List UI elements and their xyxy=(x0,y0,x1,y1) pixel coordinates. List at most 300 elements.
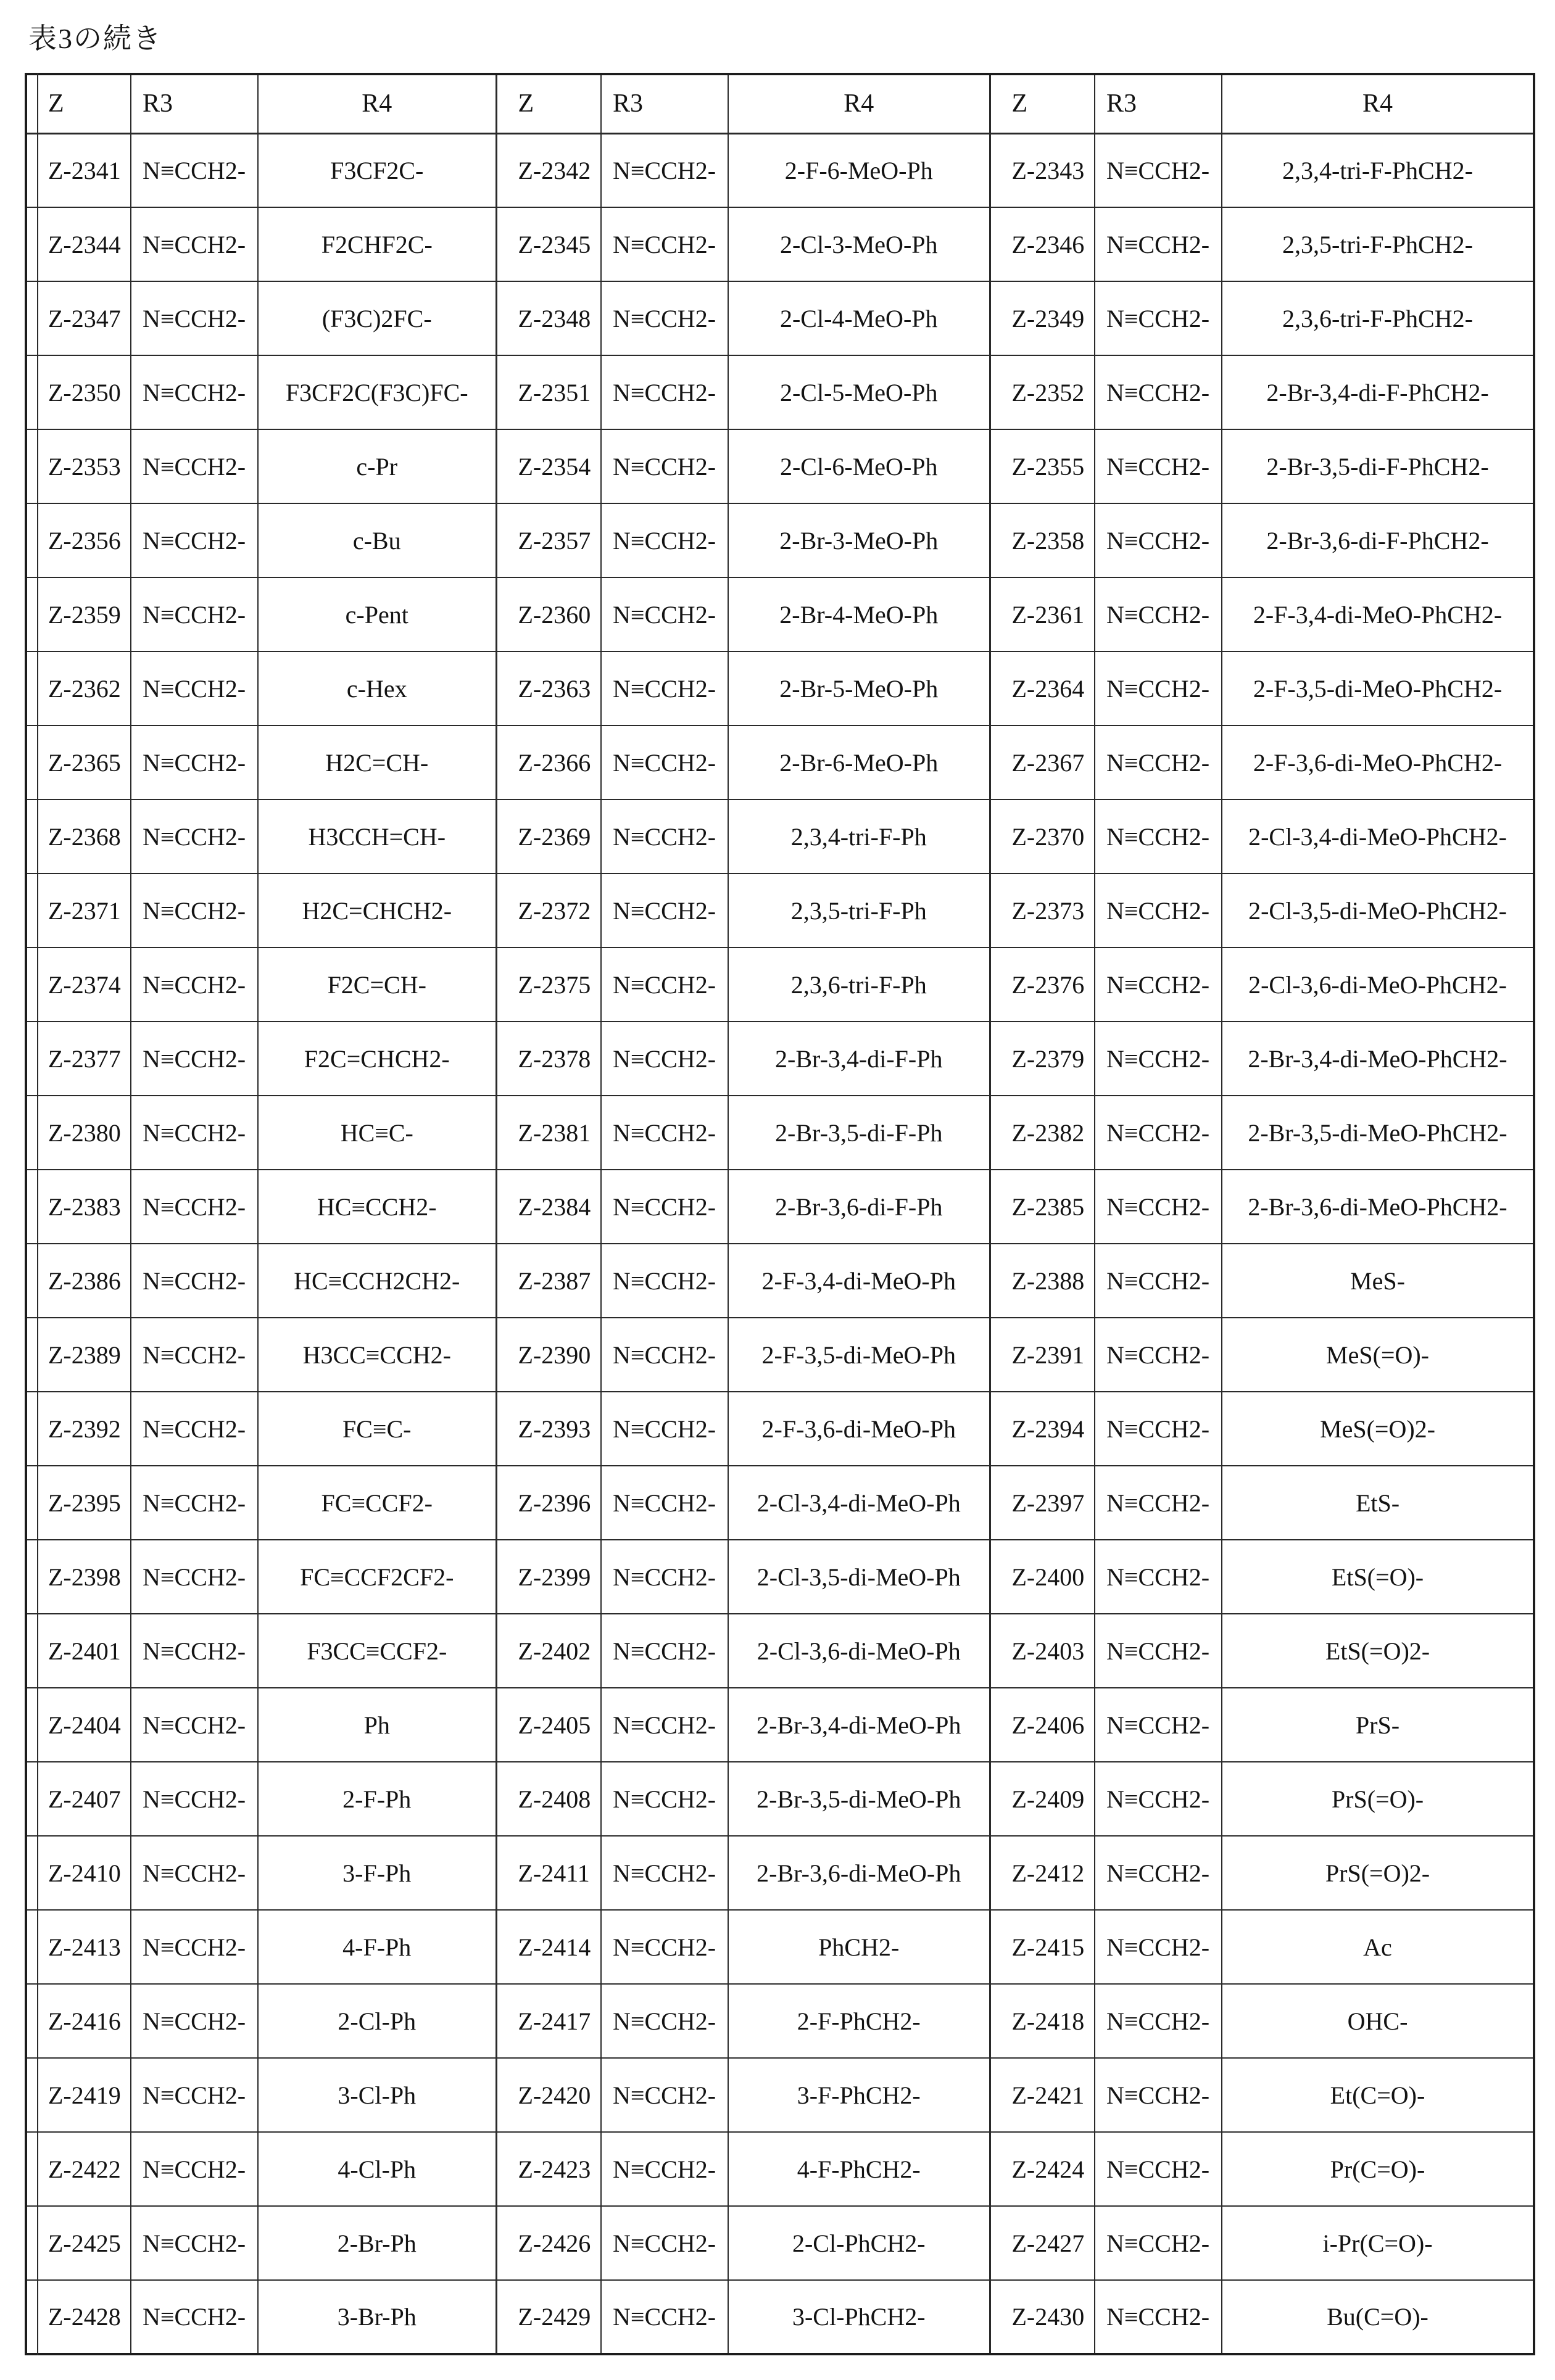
table-cell: N≡CCH2- xyxy=(131,1244,258,1318)
table-row xyxy=(26,281,1534,355)
table-cell: N≡CCH2- xyxy=(131,725,258,800)
table-cell: Z-2406 xyxy=(990,1688,1095,1762)
table-cell: HC≡CCH2CH2- xyxy=(258,1244,496,1318)
table-cell: N≡CCH2- xyxy=(601,1762,728,1836)
table-cell: Z-2423 xyxy=(496,2132,601,2206)
table-row xyxy=(26,725,1534,800)
table-cell: 2,3,4-tri-F-Ph xyxy=(728,800,990,874)
table-cell: Z-2350 xyxy=(26,355,131,429)
table-row xyxy=(26,874,1534,948)
table-row xyxy=(26,2206,1534,2280)
table-cell: N≡CCH2- xyxy=(1095,1466,1222,1540)
table-row xyxy=(26,1170,1534,1244)
table-cell: 2-Br-3,5-di-F-PhCH2- xyxy=(1222,429,1534,503)
table-cell: MeS- xyxy=(1222,1244,1534,1318)
table-cell: c-Hex xyxy=(258,651,496,725)
table-cell: FC≡CCF2- xyxy=(258,1466,496,1540)
table-cell: Z-2363 xyxy=(496,651,601,725)
table-cell: Z-2372 xyxy=(496,874,601,948)
table-cell: N≡CCH2- xyxy=(131,1540,258,1614)
table-cell: N≡CCH2- xyxy=(131,355,258,429)
table-cell: FC≡CCF2CF2- xyxy=(258,1540,496,1614)
table-cell: N≡CCH2- xyxy=(601,948,728,1022)
table-row xyxy=(26,948,1534,1022)
table-row xyxy=(26,1614,1534,1688)
table-cell: Z-2428 xyxy=(26,2280,131,2354)
table-cell: 3-F-Ph xyxy=(258,1836,496,1910)
table-cell: N≡CCH2- xyxy=(131,281,258,355)
table-cell: N≡CCH2- xyxy=(601,1540,728,1614)
table-cell: Z-2361 xyxy=(990,577,1095,651)
table-cell: Z-2422 xyxy=(26,2132,131,2206)
table-cell: N≡CCH2- xyxy=(1095,355,1222,429)
table-cell: N≡CCH2- xyxy=(131,1614,258,1688)
table-cell: Z-2393 xyxy=(496,1392,601,1466)
table-row xyxy=(26,1466,1534,1540)
table-cell: 2-Br-3,5-di-F-Ph xyxy=(728,1096,990,1170)
table-row xyxy=(26,2058,1534,2132)
table-cell: N≡CCH2- xyxy=(601,577,728,651)
table-cell: 4-F-PhCH2- xyxy=(728,2132,990,2206)
table-cell: 2-Br-3,6-di-F-Ph xyxy=(728,1170,990,1244)
table-cell: N≡CCH2- xyxy=(601,2206,728,2280)
table-cell: N≡CCH2- xyxy=(131,503,258,577)
table-cell: Z-2354 xyxy=(496,429,601,503)
table-cell: 2-F-3,6-di-MeO-PhCH2- xyxy=(1222,725,1534,800)
table-cell: Z-2384 xyxy=(496,1170,601,1244)
table-cell: 2-Cl-Ph xyxy=(258,1984,496,2058)
table-cell: 2-Cl-5-MeO-Ph xyxy=(728,355,990,429)
table-cell: 2-Cl-4-MeO-Ph xyxy=(728,281,990,355)
table-cell: 2,3,5-tri-F-Ph xyxy=(728,874,990,948)
table-cell: F3CF2C(F3C)FC- xyxy=(258,355,496,429)
table-cell: N≡CCH2- xyxy=(601,725,728,800)
table-cell: Z-2402 xyxy=(496,1614,601,1688)
table-cell: N≡CCH2- xyxy=(1095,1984,1222,2058)
table-cell: FC≡C- xyxy=(258,1392,496,1466)
table-cell: Z-2364 xyxy=(990,651,1095,725)
table-cell: Z-2348 xyxy=(496,281,601,355)
table-cell: N≡CCH2- xyxy=(1095,800,1222,874)
table-cell: Z-2425 xyxy=(26,2206,131,2280)
table-row xyxy=(26,1984,1534,2058)
table-cell: N≡CCH2- xyxy=(1095,1096,1222,1170)
table-cell: Z-2378 xyxy=(496,1022,601,1096)
table-cell: MeS(=O)2- xyxy=(1222,1392,1534,1466)
column-header: Z xyxy=(26,74,131,133)
table-cell: 2-Cl-3,4-di-MeO-PhCH2- xyxy=(1222,800,1534,874)
table-cell: F3CC≡CCF2- xyxy=(258,1614,496,1688)
column-header: R4 xyxy=(1222,74,1534,133)
table-row xyxy=(26,1836,1534,1910)
table-cell: 2-Br-3,4-di-MeO-PhCH2- xyxy=(1222,1022,1534,1096)
table-cell: Z-2392 xyxy=(26,1392,131,1466)
header-row xyxy=(26,74,1534,133)
table-cell: N≡CCH2- xyxy=(601,1466,728,1540)
table-cell: 2-Cl-3,5-di-MeO-Ph xyxy=(728,1540,990,1614)
table-cell: MeS(=O)- xyxy=(1222,1318,1534,1392)
column-header: R4 xyxy=(258,74,496,133)
table-cell: Z-2347 xyxy=(26,281,131,355)
table-cell: N≡CCH2- xyxy=(601,1688,728,1762)
table-cell: 2,3,4-tri-F-PhCH2- xyxy=(1222,133,1534,207)
table-cell: 2-Br-6-MeO-Ph xyxy=(728,725,990,800)
table-cell: Z-2411 xyxy=(496,1836,601,1910)
table-row xyxy=(26,1540,1534,1614)
table-cell: 2-Br-3,5-di-MeO-PhCH2- xyxy=(1222,1096,1534,1170)
table-cell: 2-F-3,5-di-MeO-PhCH2- xyxy=(1222,651,1534,725)
table-cell: 2-F-3,6-di-MeO-Ph xyxy=(728,1392,990,1466)
table-cell: Z-2426 xyxy=(496,2206,601,2280)
table-row xyxy=(26,1244,1534,1318)
table-cell: 2-Br-3,4-di-MeO-Ph xyxy=(728,1688,990,1762)
table-cell: 2-Cl-3,6-di-MeO-PhCH2- xyxy=(1222,948,1534,1022)
table-cell: N≡CCH2- xyxy=(601,1318,728,1392)
table-cell: Z-2404 xyxy=(26,1688,131,1762)
table-cell: N≡CCH2- xyxy=(131,2280,258,2354)
table-cell: Ph xyxy=(258,1688,496,1762)
table-cell: N≡CCH2- xyxy=(1095,207,1222,281)
table-cell: 2-Cl-3,5-di-MeO-PhCH2- xyxy=(1222,874,1534,948)
table-cell: Et(C=O)- xyxy=(1222,2058,1534,2132)
table-cell: N≡CCH2- xyxy=(1095,651,1222,725)
table-cell: 4-Cl-Ph xyxy=(258,2132,496,2206)
table-cell: N≡CCH2- xyxy=(601,355,728,429)
table-cell: 2-Br-Ph xyxy=(258,2206,496,2280)
table-cell: N≡CCH2- xyxy=(1095,577,1222,651)
table-cell: N≡CCH2- xyxy=(131,800,258,874)
table-cell: 2-Br-4-MeO-Ph xyxy=(728,577,990,651)
table-row xyxy=(26,355,1534,429)
table-cell: N≡CCH2- xyxy=(1095,2206,1222,2280)
table-cell: N≡CCH2- xyxy=(131,207,258,281)
table-cell: N≡CCH2- xyxy=(601,2280,728,2354)
table-cell: 2-F-3,4-di-MeO-PhCH2- xyxy=(1222,577,1534,651)
table-cell: Z-2368 xyxy=(26,800,131,874)
table-cell: N≡CCH2- xyxy=(131,948,258,1022)
table-cell: 2-Cl-6-MeO-Ph xyxy=(728,429,990,503)
table-cell: OHC- xyxy=(1222,1984,1534,2058)
table-cell: Z-2416 xyxy=(26,1984,131,2058)
table-cell: 3-Br-Ph xyxy=(258,2280,496,2354)
table-cell: N≡CCH2- xyxy=(131,1688,258,1762)
table-cell: 2-Cl-3,4-di-MeO-Ph xyxy=(728,1466,990,1540)
table-cell: 2,3,6-tri-F-PhCH2- xyxy=(1222,281,1534,355)
table-cell: N≡CCH2- xyxy=(601,1022,728,1096)
table-cell: Z-2397 xyxy=(990,1466,1095,1540)
table-cell: HC≡C- xyxy=(258,1096,496,1170)
table-cell: 3-Cl-PhCH2- xyxy=(728,2280,990,2354)
table-cell: N≡CCH2- xyxy=(601,1836,728,1910)
table-cell: Z-2371 xyxy=(26,874,131,948)
table-cell: N≡CCH2- xyxy=(131,1910,258,1984)
table-cell: N≡CCH2- xyxy=(1095,874,1222,948)
table-cell: N≡CCH2- xyxy=(601,1392,728,1466)
table-row xyxy=(26,577,1534,651)
table-row xyxy=(26,2132,1534,2206)
table-cell: PrS(=O)2- xyxy=(1222,1836,1534,1910)
table-cell: c-Pent xyxy=(258,577,496,651)
table-row xyxy=(26,1392,1534,1466)
table-cell: N≡CCH2- xyxy=(131,577,258,651)
table-cell: Z-2344 xyxy=(26,207,131,281)
table-cell: N≡CCH2- xyxy=(1095,1244,1222,1318)
table-row xyxy=(26,1688,1534,1762)
table-cell: Z-2370 xyxy=(990,800,1095,874)
table-cell: Z-2366 xyxy=(496,725,601,800)
table-cell: Z-2391 xyxy=(990,1318,1095,1392)
table-cell: N≡CCH2- xyxy=(131,2206,258,2280)
table-row xyxy=(26,1762,1534,1836)
table-cell: Z-2414 xyxy=(496,1910,601,1984)
table-cell: Z-2373 xyxy=(990,874,1095,948)
table-cell: Z-2412 xyxy=(990,1836,1095,1910)
table-cell: PrS(=O)- xyxy=(1222,1762,1534,1836)
table-cell: N≡CCH2- xyxy=(601,503,728,577)
table-cell: N≡CCH2- xyxy=(1095,429,1222,503)
table-cell: Z-2341 xyxy=(26,133,131,207)
table-row xyxy=(26,207,1534,281)
table-cell: Pr(C=O)- xyxy=(1222,2132,1534,2206)
table-cell: N≡CCH2- xyxy=(1095,2280,1222,2354)
table-cell: Z-2396 xyxy=(496,1466,601,1540)
table-cell: Bu(C=O)- xyxy=(1222,2280,1534,2354)
table-cell: Z-2409 xyxy=(990,1762,1095,1836)
table-cell: Z-2362 xyxy=(26,651,131,725)
table-body xyxy=(26,133,1534,2354)
table-cell: PrS- xyxy=(1222,1688,1534,1762)
table-cell: Z-2349 xyxy=(990,281,1095,355)
table-cell: Z-2365 xyxy=(26,725,131,800)
table-cell: N≡CCH2- xyxy=(601,1170,728,1244)
table-cell: N≡CCH2- xyxy=(601,1096,728,1170)
table-cell: Z-2357 xyxy=(496,503,601,577)
table-cell: N≡CCH2- xyxy=(601,800,728,874)
table-row xyxy=(26,800,1534,874)
table-cell: i-Pr(C=O)- xyxy=(1222,2206,1534,2280)
table-cell: H2C=CHCH2- xyxy=(258,874,496,948)
table-cell: 2-Br-3,6-di-MeO-Ph xyxy=(728,1836,990,1910)
table-cell: N≡CCH2- xyxy=(601,2132,728,2206)
table-cell: N≡CCH2- xyxy=(601,207,728,281)
table-cell: N≡CCH2- xyxy=(131,651,258,725)
table-cell: Z-2410 xyxy=(26,1836,131,1910)
table-cell: 4-F-Ph xyxy=(258,1910,496,1984)
table-cell: Z-2418 xyxy=(990,1984,1095,2058)
table-cell: Z-2353 xyxy=(26,429,131,503)
table-cell: N≡CCH2- xyxy=(1095,1392,1222,1466)
table-cell: 2,3,5-tri-F-PhCH2- xyxy=(1222,207,1534,281)
table-cell: N≡CCH2- xyxy=(131,1762,258,1836)
table-cell: Z-2379 xyxy=(990,1022,1095,1096)
table-row xyxy=(26,1318,1534,1392)
table-cell: 3-Cl-Ph xyxy=(258,2058,496,2132)
table-cell: N≡CCH2- xyxy=(131,133,258,207)
table-cell: Z-2407 xyxy=(26,1762,131,1836)
table-cell: N≡CCH2- xyxy=(131,1170,258,1244)
table-cell: 2-Cl-PhCH2- xyxy=(728,2206,990,2280)
table-cell: N≡CCH2- xyxy=(1095,1910,1222,1984)
table-cell: Z-2427 xyxy=(990,2206,1095,2280)
table-cell: 2-Br-3,5-di-MeO-Ph xyxy=(728,1762,990,1836)
table-row xyxy=(26,503,1534,577)
table-cell: Z-2376 xyxy=(990,948,1095,1022)
table-cell: N≡CCH2- xyxy=(1095,1688,1222,1762)
table-cell: N≡CCH2- xyxy=(601,1244,728,1318)
table-cell: H3CCH=CH- xyxy=(258,800,496,874)
table-cell: Z-2424 xyxy=(990,2132,1095,2206)
table-cell: Z-2385 xyxy=(990,1170,1095,1244)
column-header: R3 xyxy=(601,74,728,133)
table-cell: N≡CCH2- xyxy=(1095,1170,1222,1244)
table-cell: Z-2400 xyxy=(990,1540,1095,1614)
table-row xyxy=(26,133,1534,207)
table-cell: Z-2386 xyxy=(26,1244,131,1318)
table-cell: N≡CCH2- xyxy=(1095,1022,1222,1096)
table-cell: Z-2388 xyxy=(990,1244,1095,1318)
table-cell: N≡CCH2- xyxy=(601,281,728,355)
compound-table xyxy=(25,73,1535,2355)
column-header: R3 xyxy=(131,74,258,133)
table-cell: Z-2417 xyxy=(496,1984,601,2058)
table-cell: 2-Cl-3,6-di-MeO-Ph xyxy=(728,1614,990,1688)
table-caption: 表3の続き xyxy=(28,23,162,54)
table-cell: N≡CCH2- xyxy=(131,874,258,948)
table-cell: Z-2342 xyxy=(496,133,601,207)
table-cell: Z-2369 xyxy=(496,800,601,874)
table-cell: Z-2351 xyxy=(496,355,601,429)
table-cell: N≡CCH2- xyxy=(1095,725,1222,800)
table-cell: N≡CCH2- xyxy=(601,651,728,725)
table-cell: N≡CCH2- xyxy=(601,1910,728,1984)
table-cell: N≡CCH2- xyxy=(1095,1540,1222,1614)
table-cell: Z-2408 xyxy=(496,1762,601,1836)
table-cell: N≡CCH2- xyxy=(1095,133,1222,207)
table-cell: HC≡CCH2- xyxy=(258,1170,496,1244)
table-cell: c-Bu xyxy=(258,503,496,577)
table-cell: N≡CCH2- xyxy=(601,429,728,503)
table-cell: Z-2405 xyxy=(496,1688,601,1762)
table-cell: Z-2389 xyxy=(26,1318,131,1392)
table-cell: N≡CCH2- xyxy=(131,1022,258,1096)
table-cell: Z-2395 xyxy=(26,1466,131,1540)
table-cell: F3CF2C- xyxy=(258,133,496,207)
table-cell: N≡CCH2- xyxy=(601,1614,728,1688)
column-header: R4 xyxy=(728,74,990,133)
table-cell: EtS(=O)2- xyxy=(1222,1614,1534,1688)
table-cell: Z-2343 xyxy=(990,133,1095,207)
table-cell: 2-Br-3,6-di-F-PhCH2- xyxy=(1222,503,1534,577)
table-cell: Z-2413 xyxy=(26,1910,131,1984)
table-cell: EtS(=O)- xyxy=(1222,1540,1534,1614)
table-cell: Z-2419 xyxy=(26,2058,131,2132)
table-cell: 2-F-PhCH2- xyxy=(728,1984,990,2058)
table-row xyxy=(26,651,1534,725)
table-cell: Z-2355 xyxy=(990,429,1095,503)
table-cell: 2-Br-5-MeO-Ph xyxy=(728,651,990,725)
table-cell: N≡CCH2- xyxy=(131,1392,258,1466)
table-cell: Z-2430 xyxy=(990,2280,1095,2354)
table-cell: 2-Br-3,4-di-F-PhCH2- xyxy=(1222,355,1534,429)
table-cell: N≡CCH2- xyxy=(601,1984,728,2058)
table-cell: Z-2381 xyxy=(496,1096,601,1170)
table-cell: EtS- xyxy=(1222,1466,1534,1540)
table-cell: Z-2387 xyxy=(496,1244,601,1318)
table-cell: c-Pr xyxy=(258,429,496,503)
table-cell: Z-2360 xyxy=(496,577,601,651)
table-row xyxy=(26,1910,1534,1984)
table-cell: N≡CCH2- xyxy=(1095,2058,1222,2132)
column-header: R3 xyxy=(1095,74,1222,133)
table-cell: F2CHF2C- xyxy=(258,207,496,281)
table-cell: N≡CCH2- xyxy=(131,429,258,503)
table-cell: Z-2352 xyxy=(990,355,1095,429)
table-cell: N≡CCH2- xyxy=(131,2132,258,2206)
table-cell: Z-2359 xyxy=(26,577,131,651)
table-cell: H2C=CH- xyxy=(258,725,496,800)
table-cell: Z-2367 xyxy=(990,725,1095,800)
table-cell: Z-2399 xyxy=(496,1540,601,1614)
column-header: Z xyxy=(990,74,1095,133)
table-cell: 2,3,6-tri-F-Ph xyxy=(728,948,990,1022)
table-cell: Z-2429 xyxy=(496,2280,601,2354)
table-cell: N≡CCH2- xyxy=(1095,503,1222,577)
table-cell: N≡CCH2- xyxy=(601,133,728,207)
column-header: Z xyxy=(496,74,601,133)
table-row xyxy=(26,1096,1534,1170)
table-cell: 2-Br-3-MeO-Ph xyxy=(728,503,990,577)
table-cell: Z-2403 xyxy=(990,1614,1095,1688)
table-cell: (F3C)2FC- xyxy=(258,281,496,355)
table-cell: Z-2421 xyxy=(990,2058,1095,2132)
table-cell: Z-2394 xyxy=(990,1392,1095,1466)
table-cell: Z-2415 xyxy=(990,1910,1095,1984)
table-cell: Z-2390 xyxy=(496,1318,601,1392)
table-cell: Z-2374 xyxy=(26,948,131,1022)
table-cell: Z-2401 xyxy=(26,1614,131,1688)
table-cell: Z-2358 xyxy=(990,503,1095,577)
table-cell: 2-Br-3,6-di-MeO-PhCH2- xyxy=(1222,1170,1534,1244)
table-cell: N≡CCH2- xyxy=(131,1984,258,2058)
table-cell: N≡CCH2- xyxy=(1095,1614,1222,1688)
table-cell: F2C=CHCH2- xyxy=(258,1022,496,1096)
table-cell: N≡CCH2- xyxy=(601,2058,728,2132)
table-cell: N≡CCH2- xyxy=(131,2058,258,2132)
table-cell: N≡CCH2- xyxy=(131,1836,258,1910)
table-row xyxy=(26,2280,1534,2354)
table-cell: Z-2345 xyxy=(496,207,601,281)
table-cell: N≡CCH2- xyxy=(601,874,728,948)
table-cell: N≡CCH2- xyxy=(1095,2132,1222,2206)
table-cell: N≡CCH2- xyxy=(1095,948,1222,1022)
table-cell: Z-2398 xyxy=(26,1540,131,1614)
table-cell: Z-2380 xyxy=(26,1096,131,1170)
table-cell: N≡CCH2- xyxy=(1095,1318,1222,1392)
table-cell: Z-2377 xyxy=(26,1022,131,1096)
table-cell: F2C=CH- xyxy=(258,948,496,1022)
table-cell: Z-2420 xyxy=(496,2058,601,2132)
table-container xyxy=(25,73,1533,2355)
table-cell: N≡CCH2- xyxy=(131,1466,258,1540)
table-cell: PhCH2- xyxy=(728,1910,990,1984)
table-cell: 2-F-3,5-di-MeO-Ph xyxy=(728,1318,990,1392)
table-cell: 2-Cl-3-MeO-Ph xyxy=(728,207,990,281)
table-cell: N≡CCH2- xyxy=(131,1096,258,1170)
table-cell: 2-F-6-MeO-Ph xyxy=(728,133,990,207)
table-cell: Z-2346 xyxy=(990,207,1095,281)
table-cell: H3CC≡CCH2- xyxy=(258,1318,496,1392)
table-cell: 2-Br-3,4-di-F-Ph xyxy=(728,1022,990,1096)
